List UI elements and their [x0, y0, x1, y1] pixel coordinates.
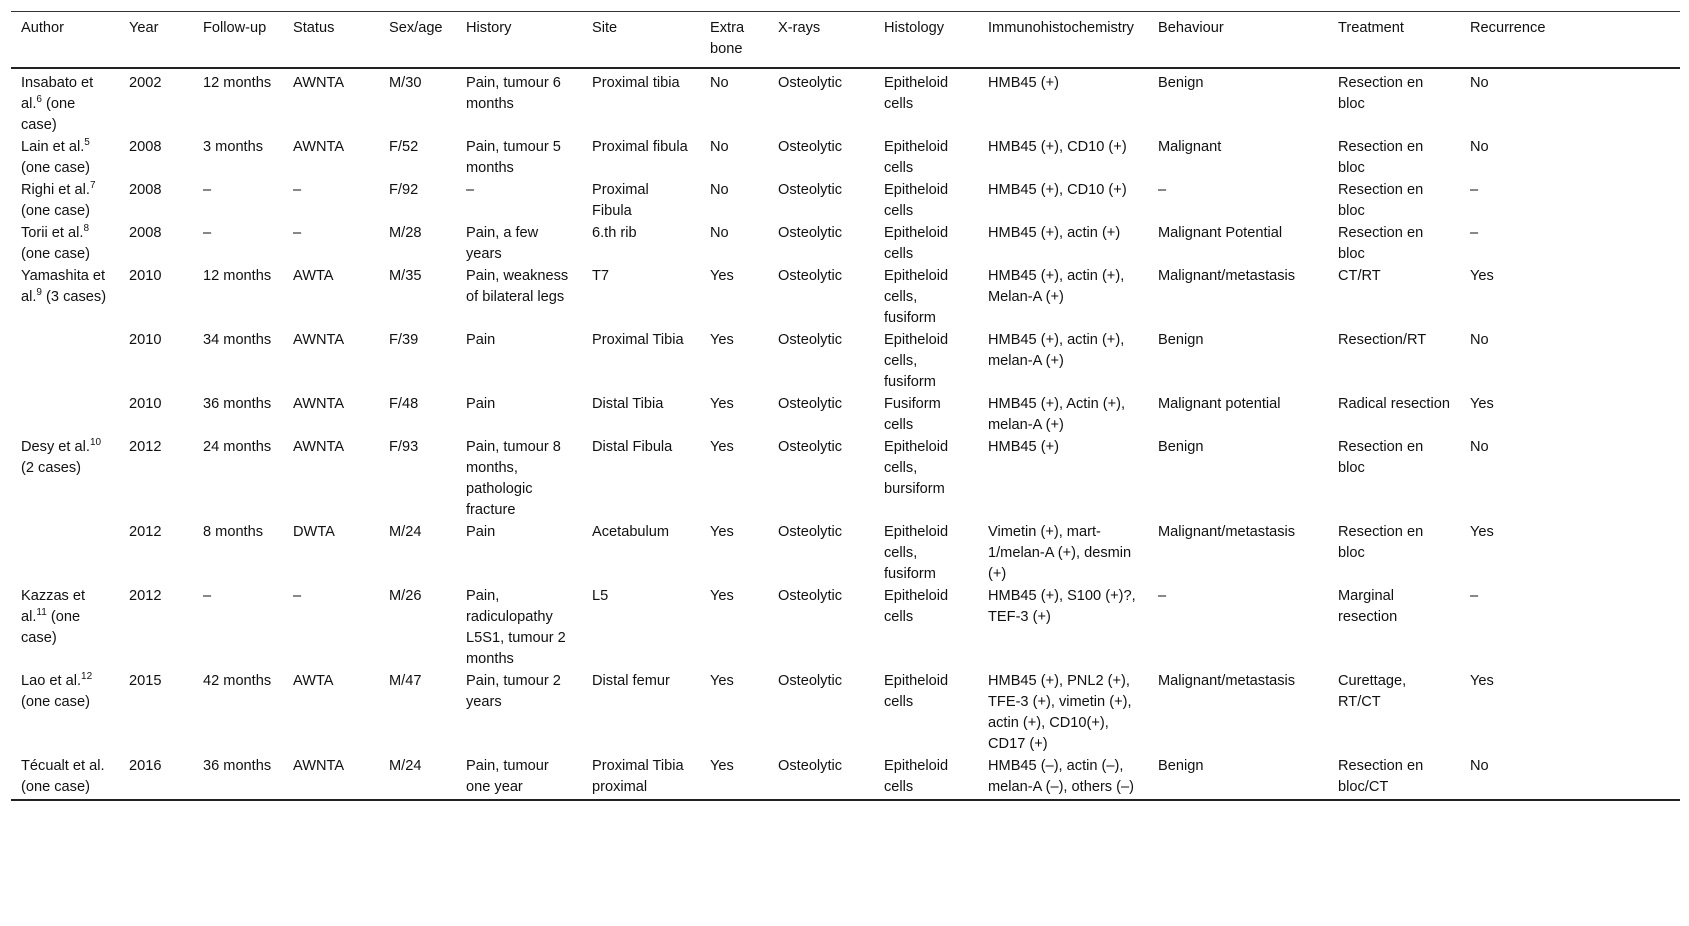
- author-name: Yamashita et al.: [21, 268, 106, 305]
- cell-sex-age: F/52: [389, 139, 419, 155]
- cell-follow-up: –: [203, 588, 212, 604]
- cell-recurrence: Yes: [1470, 524, 1494, 540]
- cell-status: –: [293, 182, 302, 198]
- author-name: Desy et al.: [21, 439, 90, 455]
- case-count: (one case): [21, 203, 90, 219]
- cell-year: 2008: [129, 139, 162, 155]
- cell-sex-age: M/24: [389, 524, 422, 540]
- cell-extra-bone: No: [710, 182, 729, 198]
- cell-extra-bone: Yes: [710, 758, 734, 774]
- cell-follow-up: 24 months: [203, 439, 272, 455]
- table-body: [11, 68, 1680, 800]
- table-row: [11, 671, 1680, 756]
- cell-year: 2010: [129, 396, 162, 412]
- cell-behaviour: Benign: [1158, 439, 1204, 455]
- cell-site: Acetabulum: [592, 524, 670, 540]
- cell-behaviour: Malignant Potential: [1158, 225, 1283, 241]
- cell-author: [11, 522, 119, 586]
- cell-status: AWNTA: [293, 332, 345, 348]
- header-author: Author: [21, 20, 64, 36]
- reference-number: 11: [36, 607, 47, 619]
- header-treatment: Treatment: [1338, 20, 1404, 36]
- cell-immunohistochemistry: HMB45 (+), Actin (+), melan-A (+): [988, 396, 1126, 433]
- table-header: [11, 12, 1680, 69]
- header-recurrence: Recurrence: [1470, 20, 1546, 36]
- cell-behaviour: Malignant/metastasis: [1158, 673, 1296, 689]
- table-row: [11, 586, 1680, 671]
- cell-histology: Epitheloid cells, fusiform: [884, 332, 949, 390]
- case-count: (one case): [21, 246, 90, 262]
- cell-status: AWNTA: [293, 396, 345, 412]
- cell-site: Proximal fibula: [592, 139, 688, 155]
- cell-recurrence: –: [1470, 588, 1479, 604]
- cell-immunohistochemistry: HMB45 (–), actin (–), melan-A (–), others (–): [988, 758, 1134, 795]
- case-count: (one case): [21, 609, 81, 646]
- cell-treatment: Resection en bloc: [1338, 75, 1424, 112]
- cell-treatment: Resection en bloc: [1338, 225, 1424, 262]
- cell-immunohistochemistry: HMB45 (+), S100 (+)?, TEF-3 (+): [988, 588, 1136, 625]
- cell-treatment: CT/RT: [1338, 268, 1381, 284]
- table-row: [11, 756, 1680, 800]
- cell-follow-up: 8 months: [203, 524, 264, 540]
- cell-sex-age: M/24: [389, 758, 422, 774]
- cell-histology: Epitheloid cells, fusiform: [884, 524, 949, 582]
- cell-histology: Epitheloid cells, fusiform: [884, 268, 949, 326]
- reference-number: 7: [89, 180, 96, 192]
- cell-site: Distal Tibia: [592, 396, 664, 412]
- table-row: [11, 330, 1680, 394]
- cell-treatment: Resection en bloc: [1338, 182, 1424, 219]
- cell-x-rays: Osteolytic: [778, 268, 843, 284]
- cell-treatment: Resection en bloc: [1338, 439, 1424, 476]
- cell-history: –: [466, 182, 475, 198]
- cell-immunohistochemistry: HMB45 (+), PNL2 (+), TFE-3 (+), vimetin (+), actin (+), CD10(+), CD17 (+): [988, 673, 1132, 752]
- cell-x-rays: Osteolytic: [778, 139, 843, 155]
- case-report-table: [11, 11, 1680, 801]
- cell-history: Pain: [466, 396, 496, 412]
- header-immunohistochemistry: Immunohistochemistry: [988, 20, 1134, 36]
- cell-histology: Epitheloid cells: [884, 139, 949, 176]
- header-extra-bone: Extra bone: [710, 20, 745, 57]
- cell-author: [11, 394, 119, 437]
- cell-treatment: Resection en bloc: [1338, 524, 1424, 561]
- table-row: [11, 266, 1680, 330]
- cell-histology: Epitheloid cells: [884, 758, 949, 795]
- cell-year: 2012: [129, 524, 162, 540]
- cell-sex-age: F/93: [389, 439, 419, 455]
- cell-immunohistochemistry: Vimetin (+), mart-1/melan-A (+), desmin (+): [988, 524, 1132, 582]
- cell-sex-age: M/28: [389, 225, 422, 241]
- cell-histology: Epitheloid cells: [884, 75, 949, 112]
- reference-number: 9: [36, 287, 42, 299]
- case-count: (one case): [21, 694, 90, 710]
- table-row: [11, 137, 1680, 180]
- header-x-rays: X-rays: [778, 20, 821, 36]
- cell-extra-bone: Yes: [710, 332, 734, 348]
- cell-author: [11, 330, 119, 394]
- cell-year: 2012: [129, 439, 162, 455]
- cell-x-rays: Osteolytic: [778, 439, 843, 455]
- cell-follow-up: 36 months: [203, 396, 272, 412]
- reference-number: 10: [89, 437, 102, 449]
- reference-number: 6: [36, 94, 42, 106]
- cell-site: Proximal Fibula: [592, 182, 649, 219]
- cell-year: 2010: [129, 268, 162, 284]
- cell-year: 2002: [129, 75, 162, 91]
- author-name: Lain et al.: [21, 139, 85, 155]
- reference-number: 12: [81, 671, 93, 683]
- cell-sex-age: M/26: [389, 588, 422, 604]
- cell-extra-bone: Yes: [710, 268, 734, 284]
- cell-site: 6.th rib: [592, 225, 637, 241]
- cell-status: AWNTA: [293, 75, 345, 91]
- cell-behaviour: Malignant: [1158, 139, 1222, 155]
- cell-site: Distal Fibula: [592, 439, 673, 455]
- cell-extra-bone: Yes: [710, 588, 734, 604]
- author-name: Lao et al.: [21, 673, 82, 689]
- cell-site: Distal femur: [592, 673, 670, 689]
- cell-author: [11, 671, 119, 756]
- table-row: [11, 68, 1680, 137]
- cell-sex-age: M/47: [389, 673, 422, 689]
- cell-histology: Epitheloid cells: [884, 673, 949, 710]
- header-sex-age: Sex/age: [389, 20, 443, 36]
- cell-author: [11, 266, 119, 330]
- reference-number: 5: [84, 137, 90, 149]
- cell-site: Proximal Tibia: [592, 332, 684, 348]
- table-row: [11, 180, 1680, 223]
- cell-immunohistochemistry: HMB45 (+): [988, 75, 1059, 91]
- cell-behaviour: Benign: [1158, 758, 1204, 774]
- cell-author: [11, 756, 119, 800]
- author-name: Kazzas et al.: [21, 588, 86, 625]
- cell-status: AWNTA: [293, 439, 345, 455]
- cell-sex-age: M/30: [389, 75, 422, 91]
- cell-year: 2012: [129, 588, 162, 604]
- cell-x-rays: Osteolytic: [778, 588, 843, 604]
- cell-status: AWNTA: [293, 139, 345, 155]
- cell-sex-age: F/39: [389, 332, 419, 348]
- cell-follow-up: 36 months: [203, 758, 272, 774]
- cell-follow-up: 42 months: [203, 673, 272, 689]
- cell-sex-age: F/92: [389, 182, 419, 198]
- cell-status: AWTA: [293, 673, 334, 689]
- cell-recurrence: Yes: [1470, 673, 1494, 689]
- cell-status: –: [293, 225, 302, 241]
- cell-x-rays: Osteolytic: [778, 332, 843, 348]
- cell-treatment: Curettage, RT/CT: [1338, 673, 1407, 710]
- cell-recurrence: No: [1470, 139, 1489, 155]
- table-row: [11, 437, 1680, 522]
- cell-site: Proximal Tibia proximal: [592, 758, 684, 795]
- header-year: Year: [129, 20, 159, 36]
- cell-follow-up: –: [203, 182, 212, 198]
- header-row: [11, 12, 1680, 69]
- cell-history: Pain, weakness of bilateral legs: [466, 268, 569, 305]
- cell-follow-up: 12 months: [203, 268, 272, 284]
- header-history: History: [466, 20, 512, 36]
- cell-extra-bone: Yes: [710, 524, 734, 540]
- header-behaviour: Behaviour: [1158, 20, 1224, 36]
- cell-behaviour: –: [1158, 182, 1167, 198]
- cell-histology: Epitheloid cells: [884, 182, 949, 219]
- cell-recurrence: Yes: [1470, 268, 1494, 284]
- cell-history: Pain, tumour 8 months, pathologic fracture: [466, 439, 561, 518]
- cell-treatment: Radical resection: [1338, 396, 1450, 412]
- author-name: Righi et al.: [21, 182, 90, 198]
- cell-year: 2016: [129, 758, 162, 774]
- cell-x-rays: Osteolytic: [778, 225, 843, 241]
- cell-follow-up: 34 months: [203, 332, 272, 348]
- cell-immunohistochemistry: HMB45 (+), actin (+), melan-A (+): [988, 332, 1125, 369]
- cell-x-rays: Osteolytic: [778, 524, 843, 540]
- cell-year: 2015: [129, 673, 162, 689]
- cell-extra-bone: Yes: [710, 439, 734, 455]
- cell-recurrence: No: [1470, 75, 1489, 91]
- cell-sex-age: M/35: [389, 268, 422, 284]
- cell-x-rays: Osteolytic: [778, 396, 843, 412]
- cell-x-rays: Osteolytic: [778, 75, 843, 91]
- cell-treatment: Marginal resection: [1338, 588, 1398, 625]
- cell-behaviour: Malignant/metastasis: [1158, 524, 1296, 540]
- table-row: [11, 394, 1680, 437]
- cell-extra-bone: Yes: [710, 396, 734, 412]
- cell-x-rays: Osteolytic: [778, 758, 843, 774]
- cell-history: Pain, a few years: [466, 225, 539, 262]
- cell-author: [11, 68, 119, 137]
- cell-status: AWNTA: [293, 758, 345, 774]
- cell-behaviour: –: [1158, 588, 1167, 604]
- cell-year: 2010: [129, 332, 162, 348]
- case-count: (one case): [21, 160, 90, 176]
- cell-histology: Epitheloid cells: [884, 225, 949, 262]
- cell-immunohistochemistry: HMB45 (+), CD10 (+): [988, 139, 1127, 155]
- cell-history: Pain: [466, 524, 496, 540]
- cell-history: Pain, tumour one year: [466, 758, 549, 795]
- table-row: [11, 522, 1680, 586]
- case-count: (one case): [21, 96, 76, 133]
- cell-history: Pain, tumour 6 months: [466, 75, 561, 112]
- cell-author: [11, 437, 119, 522]
- cell-treatment: Resection en bloc: [1338, 139, 1424, 176]
- header-histology: Histology: [884, 20, 945, 36]
- cell-author: [11, 180, 119, 223]
- cell-history: Pain: [466, 332, 496, 348]
- cell-follow-up: –: [203, 225, 212, 241]
- cell-recurrence: –: [1470, 182, 1479, 198]
- cell-behaviour: Malignant/metastasis: [1158, 268, 1296, 284]
- cell-recurrence: No: [1470, 439, 1489, 455]
- cell-sex-age: F/48: [389, 396, 419, 412]
- cell-extra-bone: No: [710, 139, 729, 155]
- cell-history: Pain, radiculopathy L5S1, tumour 2 months: [466, 588, 566, 667]
- cell-year: 2008: [129, 182, 162, 198]
- cell-status: AWTA: [293, 268, 334, 284]
- cell-status: –: [293, 588, 302, 604]
- cell-author: [11, 137, 119, 180]
- header-follow-up: Follow-up: [203, 20, 267, 36]
- cell-histology: Epitheloid cells: [884, 588, 949, 625]
- cell-x-rays: Osteolytic: [778, 673, 843, 689]
- header-status: Status: [293, 20, 335, 36]
- cell-history: Pain, tumour 5 months: [466, 139, 561, 176]
- cell-extra-bone: No: [710, 75, 729, 91]
- case-count: (2 cases): [21, 460, 82, 476]
- cell-treatment: Resection en bloc/CT: [1338, 758, 1424, 795]
- cell-immunohistochemistry: HMB45 (+), actin (+): [988, 225, 1121, 241]
- cell-status: DWTA: [293, 524, 335, 540]
- cell-recurrence: –: [1470, 225, 1479, 241]
- reference-number: 8: [83, 223, 90, 235]
- cell-site: Proximal tibia: [592, 75, 680, 91]
- cell-histology: Epitheloid cells, bursiform: [884, 439, 949, 497]
- cell-behaviour: Benign: [1158, 332, 1204, 348]
- cell-author: [11, 586, 119, 671]
- cell-year: 2008: [129, 225, 162, 241]
- cell-immunohistochemistry: HMB45 (+): [988, 439, 1059, 455]
- cell-immunohistochemistry: HMB45 (+), CD10 (+): [988, 182, 1127, 198]
- cell-behaviour: Malignant potential: [1158, 396, 1281, 412]
- cell-follow-up: 3 months: [203, 139, 264, 155]
- cell-site: L5: [592, 588, 609, 604]
- cell-site: T7: [592, 268, 610, 284]
- cell-recurrence: No: [1470, 758, 1489, 774]
- cell-extra-bone: Yes: [710, 673, 734, 689]
- cell-histology: Fusiform cells: [884, 396, 941, 433]
- cell-recurrence: Yes: [1470, 396, 1494, 412]
- author-name: Torii et al.: [21, 225, 84, 241]
- cell-follow-up: 12 months: [203, 75, 272, 91]
- case-count: (3 cases): [41, 289, 107, 305]
- table-row: [11, 223, 1680, 266]
- cell-extra-bone: No: [710, 225, 729, 241]
- header-site: Site: [592, 20, 618, 36]
- case-count: (one case): [21, 779, 90, 795]
- cell-history: Pain, tumour 2 years: [466, 673, 561, 710]
- cell-treatment: Resection/RT: [1338, 332, 1427, 348]
- author-name: Técualt et al.: [21, 758, 105, 774]
- cell-author: [11, 223, 119, 266]
- cell-behaviour: Benign: [1158, 75, 1204, 91]
- cell-x-rays: Osteolytic: [778, 182, 843, 198]
- cell-immunohistochemistry: HMB45 (+), actin (+), Melan-A (+): [988, 268, 1125, 305]
- cell-recurrence: No: [1470, 332, 1489, 348]
- author-name: Insabato et al.: [21, 75, 94, 112]
